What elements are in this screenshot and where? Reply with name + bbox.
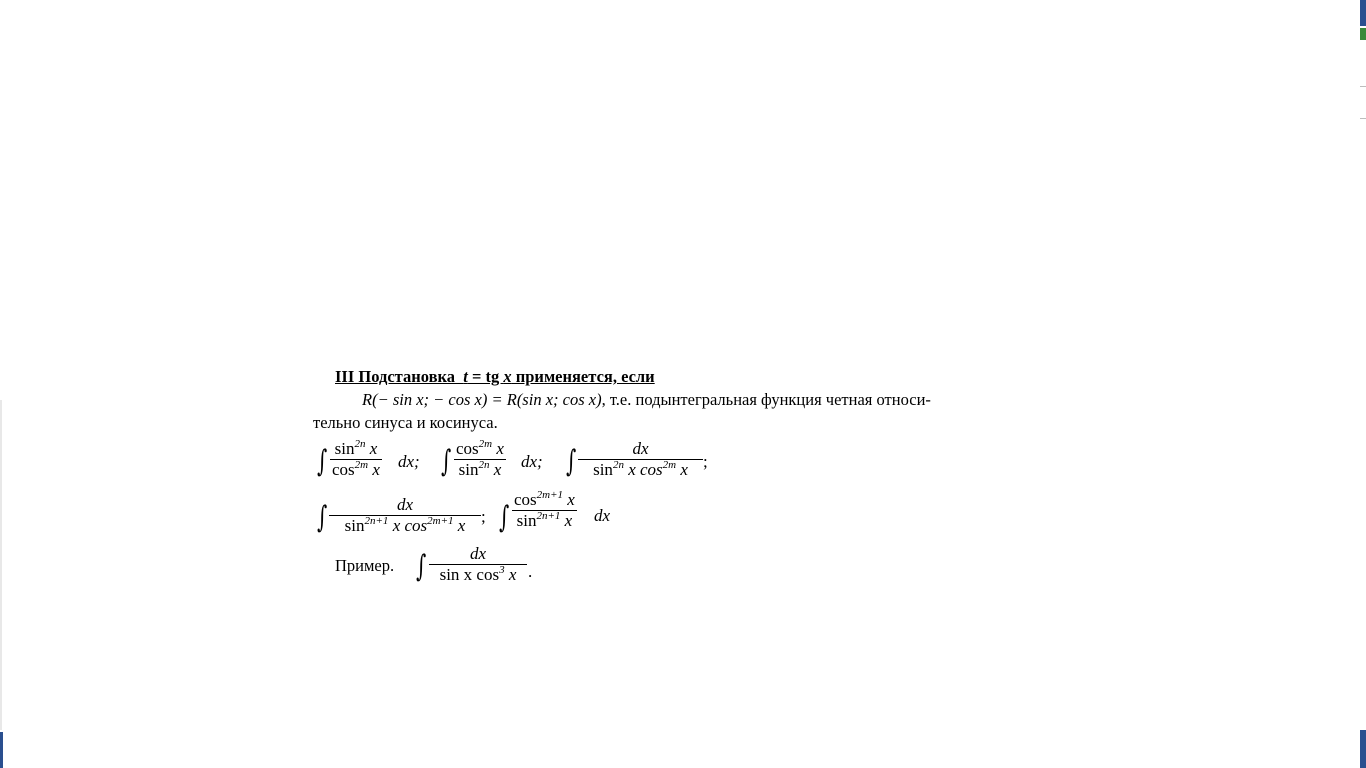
condition-text: , т.е. подынтегральная функция четная относи-	[601, 390, 931, 409]
integral-tail: dx;	[398, 452, 420, 471]
fraction: dx $\sin^{2n} x$ $\cos^{2m} x$	[578, 439, 703, 480]
fraction: dx sin x $\cos^3 x$	[429, 544, 527, 585]
section-heading: III Подстановка t = tg x применяется, если	[335, 367, 655, 386]
scrollbar-bottom-marker	[1360, 730, 1366, 768]
condition-formula: R(− sin x; − cos x) = R(sin x; cos x)	[362, 390, 602, 409]
integral-tail: dx	[594, 506, 611, 525]
integral-sign: ∫	[566, 444, 577, 479]
condition-line-2: тельно синуса и косинуса.	[313, 413, 498, 432]
integral-tail: ;	[481, 507, 486, 526]
left-edge-marker	[0, 732, 3, 768]
integral-sign: ∫	[317, 500, 328, 535]
integral-tail: .	[528, 562, 533, 581]
integral-sign: ∫	[499, 500, 510, 535]
fraction: $\cos^{2m+1} x$ $\sin^{2n+1} x$	[514, 489, 575, 530]
left-edge-line	[0, 400, 2, 730]
example-label: Пример.	[335, 556, 395, 575]
scrollbar-divider	[1360, 86, 1366, 87]
fraction: $\sin^{2n} x$ $\cos^{2m} x$	[332, 438, 380, 479]
integral-tail: ;	[703, 452, 708, 471]
integral-sign: ∫	[416, 549, 427, 584]
vertical-scrollbar[interactable]	[1360, 0, 1366, 768]
scrollbar-divider	[1360, 118, 1366, 119]
integral-sign: ∫	[441, 444, 452, 479]
scrollbar-top-marker	[1360, 0, 1366, 26]
integral-sign: ∫	[317, 444, 328, 479]
fraction: dx $\sin^{2n+1} x$ $\cos^{2m+1} x$	[329, 495, 481, 536]
scrollbar-green-marker	[1360, 28, 1366, 40]
integral-tail: dx;	[521, 452, 543, 471]
fraction: $\cos^{2m} x$ $\sin^{2n} x$	[456, 438, 504, 479]
condition-line	[362, 390, 931, 410]
